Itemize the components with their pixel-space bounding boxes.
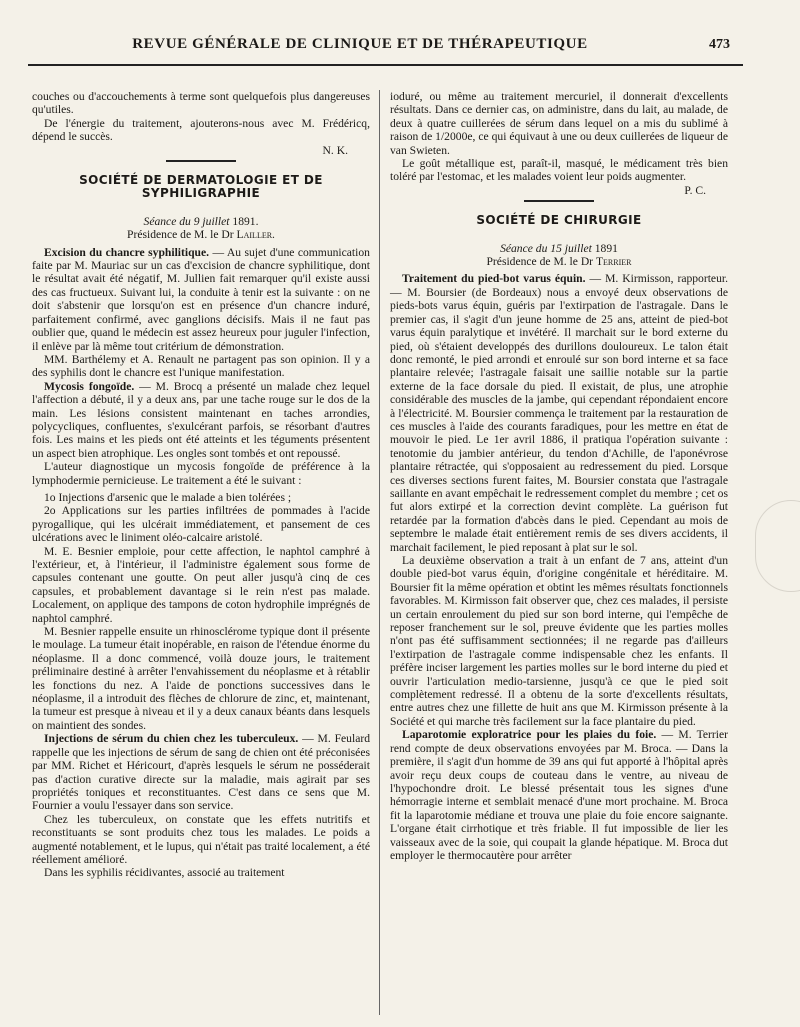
paragraph xyxy=(390,272,728,554)
paragraph: couches ou d'accouchements à terme sont quelquefois plus dangereuses qu'utiles. xyxy=(32,90,370,117)
seance-date: Séance du 9 juillet xyxy=(143,214,230,228)
paragraph: L'auteur diagnostique un mycosis fongoïde de préférence à la lymphodermie pernicieuse. Le traitement a été le suivant : xyxy=(32,460,370,487)
rubric-text: — M. Terrier rend compte de deux observations envoyées par M. Broca. — Dans la première, il s'agit d'un homme de 39 ans qui fut apporté à l'hôpital après avoir reçu deux coups de couteau dans le ventre, au niveau de l'hypochondre droit. Le blessé présentait tous les signes d'une hémorragie interne et semblait menacé d'une mort prochaine. M. Broca fit la laparotomie médiane et trouva une plaie du foie encore saignante. L'organe était cirrhotique et très friable. Il fut impossible de lier les vaisseaux avec de la soie, qui coupait la glande hépatique. M. Broca dut employer le thermocautère pour arrêter xyxy=(390,728,728,862)
author-signature: P. C. xyxy=(684,183,706,197)
rubric-title: Injections de sérum du chien chez les tuberculeux. xyxy=(44,732,299,746)
separator-rule xyxy=(524,200,594,202)
seance-year: 1891. xyxy=(232,214,259,228)
running-header xyxy=(30,36,730,58)
rubric-title: Mycosis fongoïde. xyxy=(44,379,135,393)
president-name: Terrier xyxy=(595,255,632,269)
rubric-title: Laparotomie exploratrice pour les plaies du foie. xyxy=(402,728,657,742)
rubric-text: — M. Brocq a présenté un malade chez lequel l'affection a débuté, il y a deux ans, par une tache rouge sur le dos de la main. Les lésions consistent maintenant en taches arrondies, polycycliques, confluentes, s'exulcérant parfois, se résorbant d'autres fois. Les mains et les pieds ont été atteints et les téguments présentent un aspect bien atrophique. Les ongles sont tombés et ont repoussé. xyxy=(32,379,370,460)
seance-line xyxy=(32,215,370,228)
header-rule xyxy=(28,64,743,66)
library-stamp xyxy=(755,500,800,592)
presidence-label: Présidence de M. le Dr xyxy=(127,228,234,242)
paragraph: M. E. Besnier emploie, pour cette affection, le naphtol camphré à l'extérieur, et, à l'intérieur, il l'administre également sous forme de capsules contenant une goutte. On peut aller jusqu'à cinq de ces capsules, et probablement davantage si le rein n'est pas malade. Localement, on applique des tampons de coton hydrophile imprégnés de naphtol camphré. xyxy=(32,544,370,625)
rubric-title: Excision du chancre syphilitique. xyxy=(44,245,210,259)
author-signature: N. K. xyxy=(322,143,348,157)
paragraph: Dans les syphilis récidivantes, associé au traitement xyxy=(44,866,285,880)
list-item: 1o Injections d'arsenic que le malade a bien tolérées ; xyxy=(44,490,292,504)
president-name: Lailler. xyxy=(236,228,275,242)
separator-rule xyxy=(166,160,236,162)
paragraph: Le goût métallique est, paraît-il, masqué, le médicament très bien toléré par l'estomac, et les malades voient leur poids augmenter. xyxy=(390,157,728,184)
section-title: SOCIÉTÉ DE DERMATOLOGIE ET DE SYPHILIGRAPHIE xyxy=(79,173,323,201)
right-column xyxy=(390,90,728,862)
list-item: 2o Applications sur les parties infiltrées de pommades à l'acide pyrogallique, qui les ulcérait immédiatement, et pansement de ces ulcérations avec le liniment oléo-calcaire aristolé. xyxy=(32,504,370,545)
rubric-title: Traitement du pied-bot varus équin. xyxy=(402,272,586,286)
rubric-text: — Au sujet d'une communication faite par M. Mauriac sur un cas d'excision de chancre syphilitique, dont le résultat avait été négatif, M. Jullien fait remarquer qu'il existe aussi des cas fructueux. Suivant lui, la conduite à tenir est la suivante : on ne doit s'abstenir que lorsqu'on est en présence d'un chancre induré, parfaitement confirmé, avec ganglions décisifs. Mais il ne faut pas oublier que, quand le médecin est assez heureux pour juguler l'infection, il enlève par là même tout critérium de démonstration. xyxy=(32,245,370,353)
paragraph xyxy=(32,246,370,353)
paragraph: La deuxième observation a trait à un enfant de 7 ans, atteint d'un double pied-bot varus équin, d'origine congénitale et héréditaire. M. Boursier fit la même opération et obtint les mêmes résultats fonctionnels favorables. M. Kirmisson fait observer que, chez ces malades, il persiste un certain enroulement du pied sur son bord interne, qui l'empêche de reposer franchement sur le sol, preuve évidente que les parties molles n'ont pas été suffisamment sectionnées; il ne regarde pas d'ailleurs l'extirpation de l'astragale comme indispensable chez les enfants. Il préfère inciser largement les parties molles sur le bord interne du pied et ouvrir l'articulation medio-tarsienne, jusqu'à ce que le pied soit complètement redressé. Il a obtenu de la sorte d'excellents résultats, entre autres chez une fillette de huit ans que M. Kirmisson présente à la Société et qui marche très facilement sur la face plantaire du pied. xyxy=(390,554,728,728)
seance-year: 1891 xyxy=(594,241,618,255)
page-number: 473 xyxy=(709,37,730,52)
column-divider xyxy=(379,90,380,1015)
journal-title: REVUE GÉNÉRALE DE CLINIQUE ET DE THÉRAPEUTIQUE xyxy=(132,36,588,52)
rubric-text: — M. Kirmisson, rapporteur. — M. Boursier (de Bordeaux) nous a envoyé deux observations de pieds-bots varus équin, guéris par l'extirpation de l'astragale. Dans le premier cas, il s'agit d'un jeune homme de 25 ans, atteint de pied-bot varus équin paralytique et invétéré. Il marchait sur le bord externe du pied, où s'étaient developpés des durillons douloureux. Le talon était donc remonté, le pied arrondi et enroulé sur son bord interne et sa face plantaire relevée; l'astragale faisait une saillie notable sur la partie externe de la face dorsale du pied. Il existait, de plus, une atrophie considérable des muscles de la jambe, qui cependant répondaient encore à l'électricité. M. Boursier commença le traitement par la restauration de ces muscles à l'aide des courants faradiques, pour les mettre en état de mouvoir le pied. Le 1er avril 1886, il pratiqua l'opération suivante : tenotomie du jambier antérieur, du tendon d'Achille, de l'aponévrose plantaire rétractée, qui s'opposaient au redressement du pied. Lorsque ces diverses sections furent faites, M. Boursier constata que l'astragale saillante en avant empêchait le redressement complet du membre ; cet os fut alors extirpé et la correction devint complète. La guérison fut retardée par la formation d'abcès dans le pied. Cependant au mois de septembre le malade était entièrement remis de ses divers accidents, il marchait facilement, le pied reposant à plat sur le sol. xyxy=(390,272,728,554)
paragraph xyxy=(32,380,370,460)
section-title: SOCIÉTÉ DE CHIRURGIE xyxy=(476,213,642,228)
seance-date: Séance du 15 juillet xyxy=(500,241,592,255)
seance-line xyxy=(390,242,728,255)
paragraph: Chez les tuberculeux, on constate que les effets nutritifs et reconstituants se sont produits chez tous les malades. Le poids a augmenté notablement, et le lupus, qui n'était pas traité localement, a été réellement amélioré. xyxy=(32,812,370,866)
presidence-line xyxy=(390,255,728,268)
rubric-text: — M. Feulard rappelle que les injections de sérum de sang de chien ont été préconisées par MM. Richet et Héricourt, d'après lesquels le sérum ne posséderait pas d'action curative directe sur la maladie, mais agirait par ses propriétés toniques et reconstituantes. C'est dans ce sens que M. Fournier a voulu l'essayer dans son service. xyxy=(32,732,371,813)
paragraph: MM. Barthélemy et A. Renault ne partagent pas son opinion. Il y a des syphilis dont le chancre est l'unique manifestation. xyxy=(32,352,370,380)
presidence-label: Présidence de M. le Dr xyxy=(486,255,594,269)
paragraph xyxy=(390,728,728,862)
paragraph: De l'énergie du traitement, ajouterons-nous avec M. Frédéricq, dépend le succès. xyxy=(32,116,370,144)
presidence-line xyxy=(32,228,370,241)
paragraph: ioduré, ou même au traitement mercuriel, il donnerait d'excellents résultats. Dans ce dernier cas, on administre, dans du lait, au malade, de deux à quatre cuillerées de sérum dans lequel on a mis du sublimé à raison de 1/2000e, ce qui équivaut à une ou deux cuillerées de liqueur de van Swieten. xyxy=(390,90,728,157)
paragraph: M. Besnier rappelle ensuite un rhinosclérome typique dont il présente le moulage. La tumeur était inopérable, en raison de l'étendue énorme du néoplasme. Il a donc commencé, voilà douze jours, le traitement préliminaire destiné à arrêter l'envahissement du néoplasme et à rétablir les fonctions du nez. A l'aide de ponctions successives dans le néoplasme, il a introduit des flèches de chlorure de zinc, et, maintenant, la tumeur est presque à niveau et il y a deux canaux béants dans lesquels on maintient des sondes. xyxy=(32,625,370,732)
left-column xyxy=(32,90,370,880)
paragraph xyxy=(32,732,370,812)
